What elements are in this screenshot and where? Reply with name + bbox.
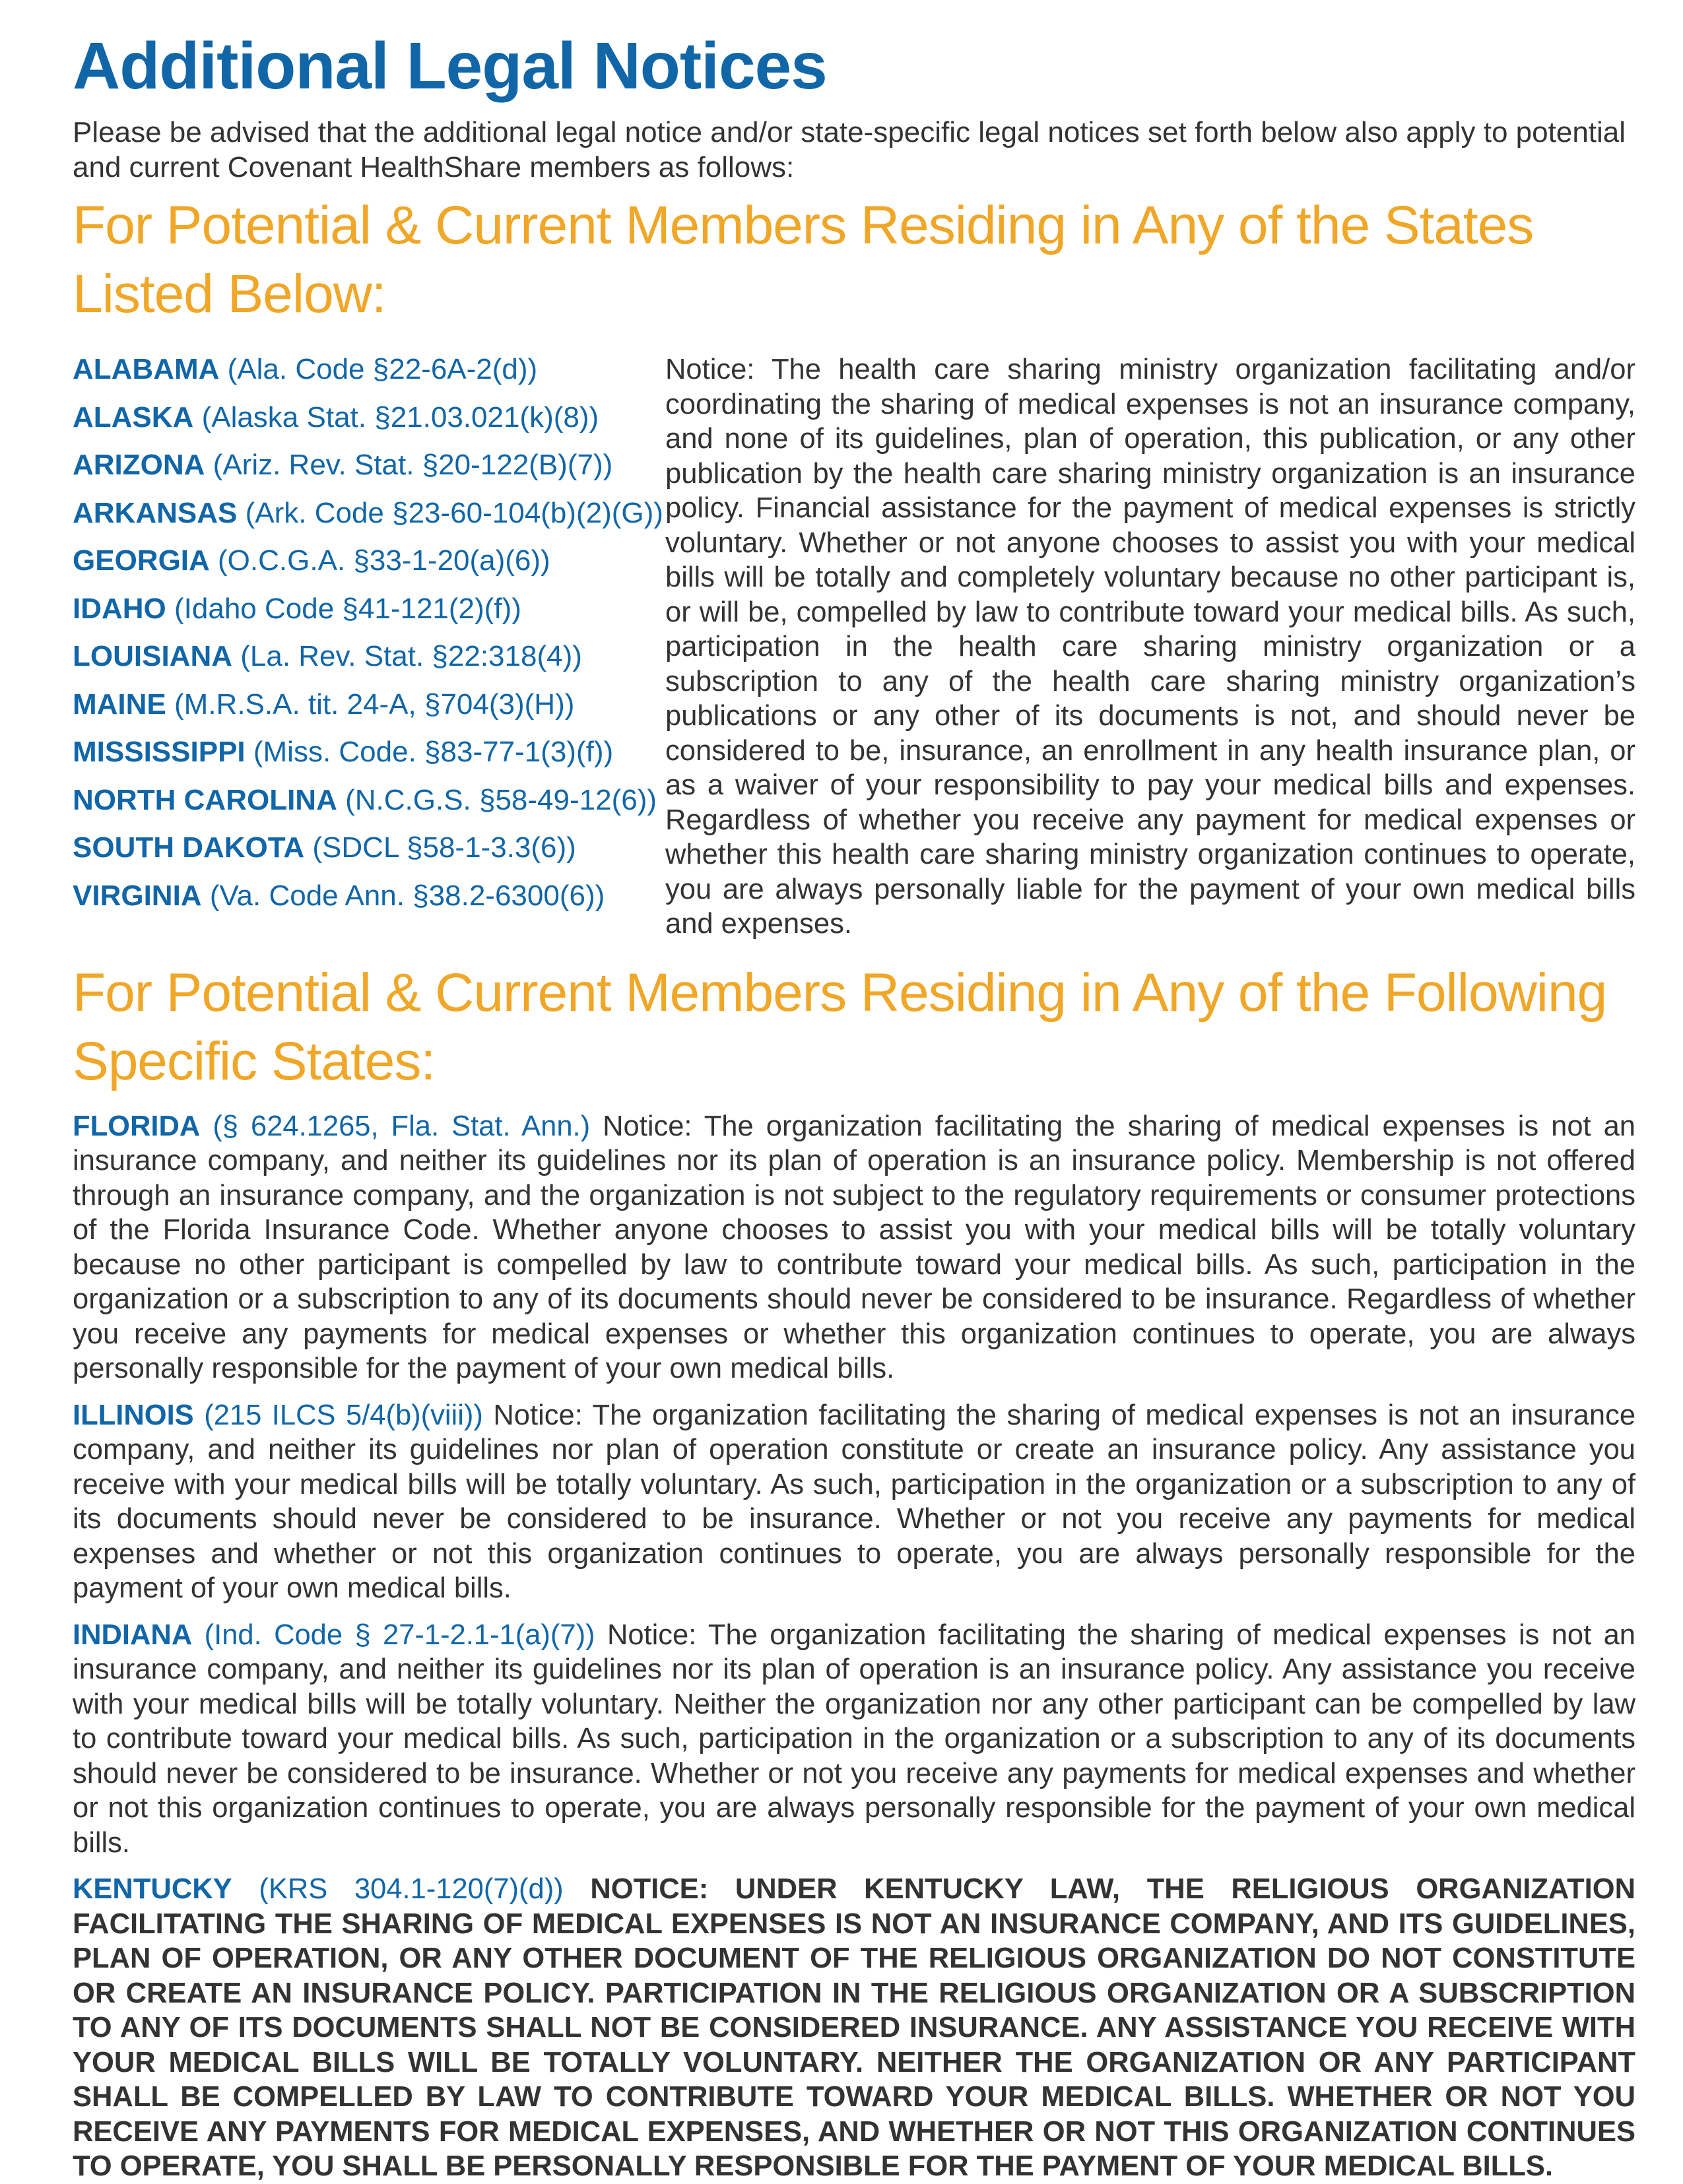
- state-notice-indiana: [73, 1618, 1635, 1861]
- state-citation: (Ala. Code §22-6A-2(d)): [227, 353, 538, 385]
- state-citation: (Alaska Stat. §21.03.021(k)(8)): [201, 401, 599, 434]
- state-name: LOUISIANA: [73, 640, 232, 672]
- state-citation: (O.C.G.A. §33-1-20(a)(6)): [218, 544, 550, 577]
- state-citation: (SDCL §58-1-3.3(6)): [312, 831, 576, 864]
- state-name: KENTUCKY: [73, 1873, 232, 1905]
- state-citation: (N.C.G.S. §58-49-12(6)): [345, 783, 657, 816]
- state-name: SOUTH DAKOTA: [73, 831, 305, 864]
- state-name: NORTH CAROLINA: [73, 783, 337, 816]
- state-name: FLORIDA: [73, 1110, 201, 1142]
- state-citation: (Miss. Code. §83-77-1(3)(f)): [253, 736, 614, 768]
- state-name: GEORGIA: [73, 544, 210, 577]
- state-notice-text: Notice: The organization facilitating the sharing of medical expenses is not an insurance company, and neither its guidelines nor its plan of operation is an insurance policy. Membership is not offered through an insurance company, and the organization is not subject to the regulatory requirements or consumer protections of the Florida Insurance Code. Whether anyone chooses to assist you with your medical bills will be totally voluntary because no other participant is compelled by law to contribute toward your medical bills. As such, participation in the organization or a subscription to any of its documents should never be considered to be insurance. Regardless of whether you receive any payments for medical expenses or whether this organization continues to operate, you are always personally responsible for the payment of your own medical bills.: [73, 1110, 1635, 1384]
- list-item: [73, 777, 657, 825]
- list-item: [73, 633, 653, 681]
- state-name: ILLINOIS: [73, 1399, 194, 1431]
- general-notice-text: Notice: The health care sharing ministry organization facilitating and/or coordinating the sharing of medical expenses is not an insurance company, and none of its guidelines, plan of operation, this publication, or any other publication by the health care sharing ministry organization is an insurance policy. Financial assistance for the payment of medical expenses is strictly voluntary. Whether or not anyone chooses to assist you with your medical bills will be totally and completely voluntary because no other participant is, or will be, compelled by law to contribute toward your medical bills. As such, participation in the health care sharing ministry organization or a subscription to any of the health care sharing ministry organization’s publications or any other of its documents is not, and should never be considered to be, insurance, an enrollment in any health insurance plan, or as a waiver of your responsibility to pay your medical bills and expenses. Regardless of whether you receive any payment for medical expenses or whether this health care sharing ministry organization continues to operate, you are always personally liable for the payment of your own medical bills and expenses.: [665, 354, 1635, 940]
- list-item: [73, 346, 653, 394]
- state-notice-text: Notice: The organization facilitating the sharing of medical expenses is not an insurance company, and neither its guidelines nor its plan of operation is an insurance policy. Any assistance you receive with your medical bills will be totally voluntary. Neither the organization nor any other participant can be compelled by law to contribute toward your medical bills. As such, participation in the organization or a subscription to any of its documents should never be considered to be insurance. Whether or not you receive any payments for medical expenses and whether or not this organization continues to operate, you are always personally responsible for the payment of your own medical bills.: [73, 1619, 1635, 1859]
- page-title: Additional Legal Notices: [73, 29, 827, 103]
- state-citation: (Ark. Code §23-60-104(b)(2)(G)): [245, 496, 663, 529]
- state-name: INDIANA: [73, 1619, 193, 1651]
- state-citation: (Ind. Code § 27-1-2.1-1(a)(7)): [204, 1619, 595, 1651]
- state-citation: (La. Rev. Stat. §22:318(4)): [240, 640, 582, 672]
- section-heading-specific-states: For Potential & Current Members Residing in Any of the Following Specific States:: [73, 962, 1607, 1091]
- state-notice-kentucky: [73, 1872, 1635, 2184]
- list-item: [73, 585, 653, 633]
- state-name: MISSISSIPPI: [73, 736, 246, 768]
- state-citation: (Idaho Code §41-121(2)(f)): [174, 592, 521, 625]
- list-item: [73, 441, 653, 490]
- list-item: [73, 824, 653, 872]
- state-name: ARIZONA: [73, 449, 205, 481]
- state-notice-illinois: [73, 1398, 1635, 1606]
- state-citation: (215 ILCS 5/4(b)(viii)): [204, 1399, 483, 1431]
- list-item: [73, 681, 653, 729]
- specific-states-section: [73, 1109, 1635, 2184]
- state-list: [73, 346, 663, 942]
- state-citation: (M.R.S.A. tit. 24-A, §704(3)(H)): [174, 688, 575, 721]
- state-name: MAINE: [73, 688, 166, 721]
- legal-notices-page: [73, 26, 1635, 2184]
- any-states-section: [73, 346, 1635, 942]
- state-notice-florida: [73, 1109, 1635, 1386]
- list-item: [73, 728, 653, 777]
- state-name: VIRGINIA: [73, 879, 202, 912]
- state-citation: (§ 624.1265, Fla. Stat. Ann.): [213, 1110, 591, 1142]
- intro-paragraph: Please be advised that the additional legal notice and/or state-specific legal notices set forth below also apply to potential and current Covenant HealthShare members as follows:: [73, 116, 1626, 183]
- state-citation: (Va. Code Ann. §38.2-6300(6)): [209, 879, 605, 912]
- list-item: [73, 537, 653, 585]
- state-name: ARKANSAS: [73, 496, 238, 529]
- list-item: [73, 872, 653, 920]
- state-citation: (Ariz. Rev. Stat. §20-122(B)(7)): [213, 449, 613, 481]
- section-heading-any-states: For Potential & Current Members Residing in Any of the States Listed Below:: [73, 195, 1534, 324]
- list-item: [73, 394, 653, 442]
- state-notice-text: Notice: The organization facilitating the sharing of medical expenses is not an insurance company, and neither its guidelines nor plan of operation constitute or create an insurance policy. Any assistance you receive with your medical bills will be totally voluntary. As such, participation in the organization or a subscription to any of its documents should never be considered to be insurance. Whether or not you receive any payments for medical expenses and whether or not this organization continues to operate, you are always personally responsible for the payment of your own medical bills.: [73, 1399, 1636, 1604]
- state-citation: (KRS 304.1-120(7)(d)): [259, 1873, 564, 1905]
- state-notice-text: NOTICE: UNDER KENTUCKY LAW, THE RELIGIOUS ORGANIZATION FACILITATING THE SHARING OF MEDICAL EXPENSES IS NOT AN INSURANCE COMPANY, AND ITS GUIDELINES, PLAN OF OPERATION, OR ANY OTHER DOCUMENT OF THE RELIGIOUS ORGANIZATION DO NOT CONSTITUTE OR CREATE AN INSURANCE POLICY. PARTICIPATION IN THE RELIGIOUS ORGANIZATION OR A SUBSCRIPTION TO ANY OF ITS DOCUMENTS SHALL NOT BE CONSIDERED INSURANCE. ANY ASSISTANCE YOU RECEIVE WITH YOUR MEDICAL BILLS WILL BE TOTALLY VOLUNTARY. NEITHER THE ORGANIZATION OR ANY PARTICIPANT SHALL BE COMPELLED BY LAW TO CONTRIBUTE TOWARD YOUR MEDICAL BILLS. WHETHER OR NOT YOU RECEIVE ANY PAYMENTS FOR MEDICAL EXPENSES, AND WHETHER OR NOT THIS ORGANIZATION CONTINUES TO OPERATE, YOU SHALL BE PERSONALLY RESPONSIBLE FOR THE PAYMENT OF YOUR MEDICAL BILLS.: [73, 1873, 1635, 2182]
- state-name: IDAHO: [73, 592, 166, 625]
- state-name: ALASKA: [73, 401, 194, 434]
- list-item: [73, 490, 663, 538]
- state-name: ALABAMA: [73, 353, 220, 385]
